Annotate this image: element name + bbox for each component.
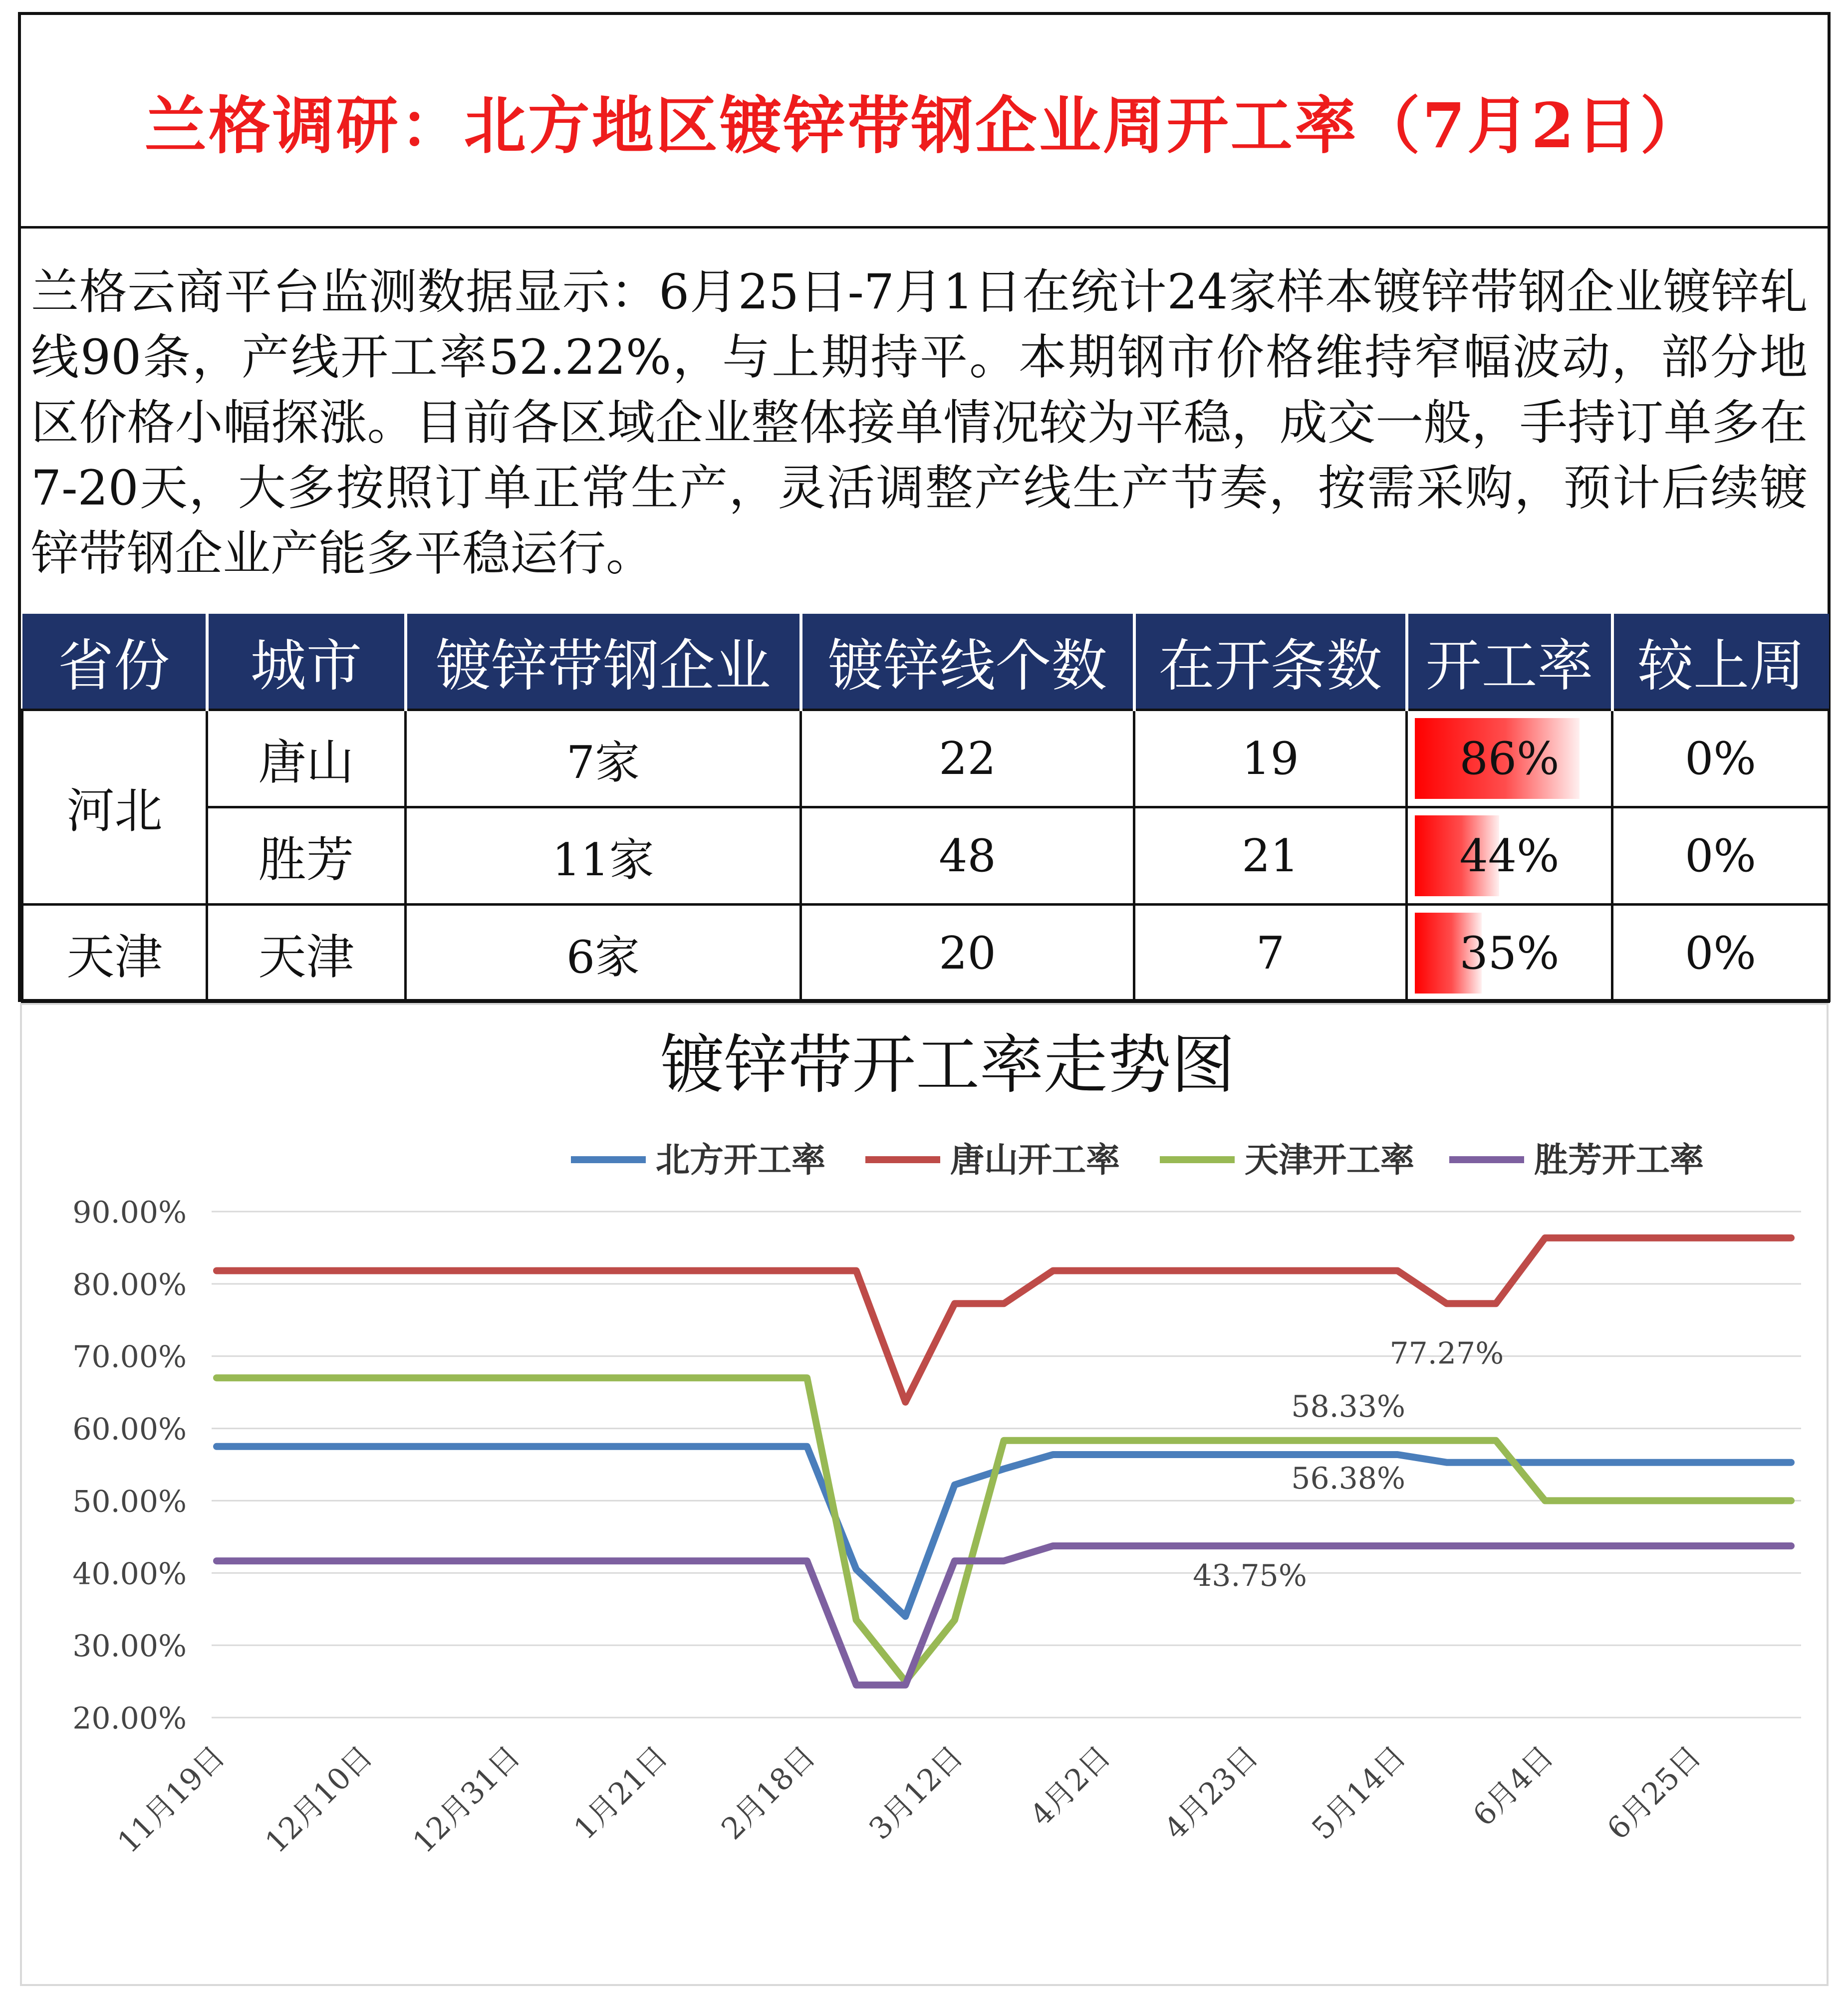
col-header-city: 城市 — [207, 614, 406, 710]
x-tick-label: 2月18日 — [715, 1739, 822, 1847]
y-tick-label: 20.00% — [72, 1701, 187, 1736]
col-header-lines: 镀锌线个数 — [801, 614, 1134, 710]
table-row — [22, 807, 1829, 905]
status-table — [21, 614, 1830, 1003]
lines-cell: 48 — [801, 807, 1134, 905]
legend-label: 天津开工率 — [1245, 1141, 1415, 1180]
chart-legend — [571, 1141, 1704, 1180]
x-tick-label: 4月23日 — [1157, 1739, 1266, 1847]
chart-panel — [20, 1003, 1829, 1986]
col-header-change: 较上周 — [1612, 614, 1829, 710]
report-panel — [18, 12, 1831, 1002]
col-header-running: 在开条数 — [1134, 614, 1407, 710]
x-tick-label: 3月12日 — [862, 1739, 970, 1847]
table-row — [22, 905, 1829, 1002]
x-tick-label: 11月19日 — [111, 1739, 232, 1860]
summary-paragraph: 兰格云商平台监测数据显示：6月25日-7月1日在统计24家样本镀锌带钢企业镀锌轧线90条，产线开工率52.22%，与上期持平。本期钢市价格维持窄幅波动，部分地区价格小幅探涨。目前各区域企业整体接单情况较为平稳，成交一般，手持订单多在7-20天，大多按照订单正常生产，灵活调整产线生产节奏，按需采购，预计后续镀锌带钢企业产能多平稳运行。 — [31, 264, 1808, 581]
col-header-rate: 开工率 — [1407, 614, 1612, 710]
series-lines — [217, 1238, 1791, 1685]
change-cell: 0% — [1612, 807, 1829, 905]
lines-cell: 22 — [801, 710, 1134, 807]
city-cell: 唐山 — [207, 710, 406, 807]
x-tick-label: 4月2日 — [1023, 1739, 1118, 1833]
rate-cell — [1407, 905, 1612, 1002]
enterprises-cell: 7家 — [406, 710, 801, 807]
province-cell: 天津 — [22, 905, 207, 1002]
lines-cell: 20 — [801, 905, 1134, 1002]
y-tick-label: 50.00% — [72, 1484, 187, 1519]
rate-value: 44% — [1459, 829, 1560, 882]
y-tick-label: 90.00% — [72, 1195, 187, 1230]
x-axis — [111, 1739, 1708, 1860]
series-line — [217, 1546, 1791, 1685]
y-tick-label: 60.00% — [72, 1412, 187, 1447]
data-label: 56.38% — [1291, 1461, 1406, 1497]
series-line — [217, 1447, 1791, 1616]
legend-label: 唐山开工率 — [950, 1141, 1120, 1180]
running-cell: 19 — [1134, 710, 1407, 807]
x-tick-label: 6月25日 — [1600, 1739, 1708, 1847]
x-tick-label: 5月14日 — [1305, 1739, 1413, 1847]
x-tick-label: 1月21日 — [567, 1739, 675, 1847]
y-tick-label: 40.00% — [72, 1556, 187, 1592]
x-tick-label: 6月4日 — [1466, 1739, 1561, 1833]
col-header-enterprises: 镀锌带钢企业 — [406, 614, 801, 710]
y-tick-label: 70.00% — [72, 1339, 187, 1375]
chart-title: 镀锌带开工率走势图 — [660, 1028, 1236, 1102]
trend-chart — [22, 1005, 1827, 1984]
running-cell: 21 — [1134, 807, 1407, 905]
rate-cell — [1407, 807, 1612, 905]
province-cell: 河北 — [22, 710, 207, 905]
data-label: 58.33% — [1291, 1389, 1406, 1424]
data-label: 43.75% — [1193, 1558, 1307, 1593]
rate-cell — [1407, 710, 1612, 807]
city-cell: 天津 — [207, 905, 406, 1002]
data-label: 77.27% — [1389, 1336, 1504, 1371]
page-title: 兰格调研：北方地区镀锌带钢企业周开工率（7月2日） — [144, 89, 1704, 162]
legend-label: 北方开工率 — [656, 1141, 826, 1180]
series-line — [217, 1378, 1791, 1681]
change-cell: 0% — [1612, 905, 1829, 1002]
x-tick-label: 12月31日 — [406, 1739, 528, 1860]
change-cell: 0% — [1612, 710, 1829, 807]
table-header-row — [22, 614, 1829, 710]
running-cell: 7 — [1134, 905, 1407, 1002]
table-row — [22, 710, 1829, 807]
x-tick-label: 12月10日 — [259, 1739, 380, 1860]
title-band — [21, 15, 1828, 229]
legend-label: 胜芳开工率 — [1534, 1141, 1704, 1180]
y-axis — [72, 1195, 187, 1736]
col-header-province: 省份 — [22, 614, 207, 710]
enterprises-cell: 6家 — [406, 905, 801, 1002]
y-tick-label: 80.00% — [72, 1267, 187, 1302]
enterprises-cell: 11家 — [406, 807, 801, 905]
rate-value: 35% — [1459, 927, 1560, 980]
y-tick-label: 30.00% — [72, 1629, 187, 1664]
city-cell: 胜芳 — [207, 807, 406, 905]
rate-value: 86% — [1459, 732, 1560, 785]
